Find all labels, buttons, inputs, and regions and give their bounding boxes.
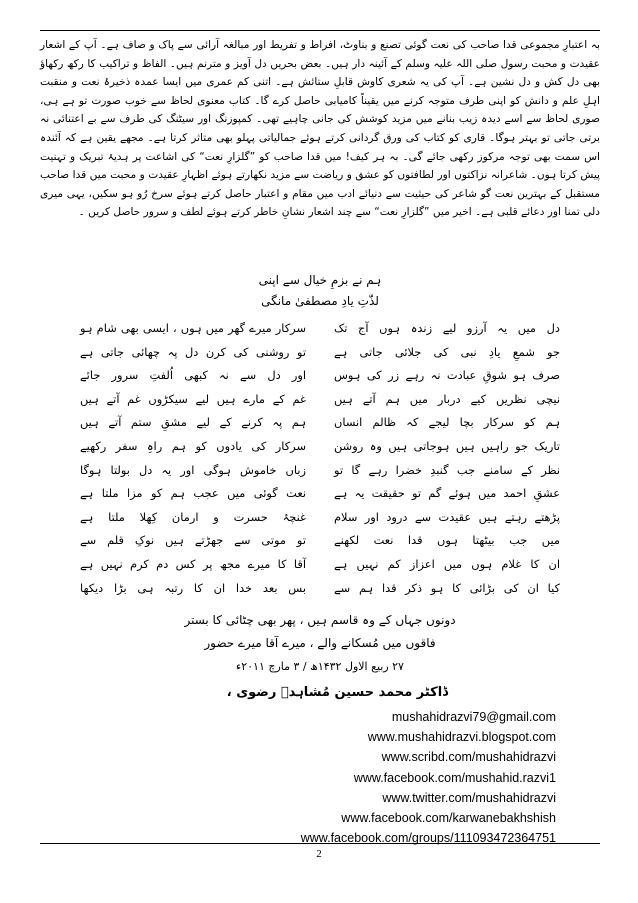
couplet-second-hemistich: زباں خاموش ہوگی اور یہ دل بولتا ہوگا: [80, 462, 306, 477]
bottom-divider: [40, 843, 600, 844]
couplet-second-hemistich: غم کے مارے ہیں لیے سیکڑوں غم آتے ہیں: [80, 391, 306, 406]
contact-facebook-group-link[interactable]: www.facebook.com/groups/111093472364751: [300, 831, 556, 846]
couplet-first-hemistich: میں جب بیٹھتا ہوں قدا نعت لکھنے: [334, 533, 560, 548]
couplet: [80, 460, 560, 484]
couplet-first-hemistich: نیچی نظریں کیے دربار میں ہم آتے ہیں: [334, 391, 560, 406]
couplet: [80, 507, 560, 531]
couplet: [80, 342, 560, 366]
top-divider: [40, 30, 600, 31]
contact-twitter-link[interactable]: www.twitter.com/mushahidrazvi: [382, 790, 556, 805]
couplet-second-hemistich: تو روشنی کی کرن دل پہ چھائی جاتی ہے: [80, 344, 306, 359]
couplet-second-hemistich: اور دل سے نہ کبھی اُلفتِ سرور جائے: [80, 368, 306, 383]
prose-block: [40, 36, 600, 222]
couplet: [80, 483, 560, 507]
couplet-second-hemistich: غنچۂ حسرت و ارمان کِھلا ملتا ہے: [80, 509, 306, 524]
contact-scribd-link[interactable]: www.scribd.com/mushahidrazvi: [381, 750, 556, 765]
couplet-second-hemistich: ہم پہ کرنے کے لیے مشقِ ستم آتے ہیں: [80, 415, 306, 430]
couplet: [80, 318, 560, 342]
author-name: ڈاکٹر محمد حسین مُشاہدؔ رضوی ،: [226, 685, 448, 700]
poem-opening-line-1: ہم نے بزمِ خیال سے اپنی: [258, 273, 382, 287]
couplet: [80, 389, 560, 413]
contact-facebook-page-link[interactable]: www.facebook.com/karwanebakhshish: [341, 811, 556, 826]
contact-list: [176, 707, 556, 848]
page-number: 2: [316, 848, 322, 860]
poem-date: ۲۷ ربیع الاول ۱۴۳۲ھ / ۳ مارچ ۲۰۱۱ء: [236, 660, 404, 673]
contact-facebook-link[interactable]: www.facebook.com/mushahid.razvi1: [353, 770, 556, 785]
poem-opening-line-2: لذّتِ یادِ مصطفیٰ مانگی: [261, 294, 379, 308]
couplet-second-hemistich: سرکار کی یادوں کو ہم راہِ سفر رکھیے: [80, 438, 306, 453]
couplet-second-hemistich: تو موتی سے جھڑتے ہیں نوکِ قلم سے: [80, 533, 306, 548]
couplet-first-hemistich: عشقِ احمد میں ہوئے گم تو حقیقت یہ ہے: [334, 486, 560, 501]
couplet-first-hemistich: پڑھتے رہتے ہیں عقیدت سے درود اور سلام: [334, 509, 560, 524]
couplet-first-hemistich: جو شمعِ یادِ نبی کی جلائی جاتی ہے: [334, 344, 560, 359]
couplet-first-hemistich: کیا ان کی بڑائی کا ہو ذکر قدا ہم سے: [334, 580, 560, 595]
couplet-first-hemistich: صرف ہو شوقِ عبادت نہ رہے زر کی ہوس: [334, 368, 560, 383]
couplet: [80, 412, 560, 436]
poem-closing-line-2: فاقوں میں مُسکانے والے ، میرے آقا میرے حضور: [204, 636, 436, 650]
poem-closing-line-1: دونوں جہاں کے وہ قاسم ہیں ، پھر بھی چٹائی کا بستر: [184, 613, 456, 627]
couplet: [80, 436, 560, 460]
couplet-second-hemistich: بس بعد خدا ان کا رتبہ ہی بڑا دیکھا: [80, 580, 306, 595]
couplet-second-hemistich: نعت گوئی میں عجب ہم کو مزا ملتا ہے: [80, 486, 306, 501]
couplet-second-hemistich: سرکار میرے گھر میں ہوں ، ایسی بھی شام ہو: [80, 321, 306, 335]
couplet: [80, 530, 560, 554]
contact-email[interactable]: mushahidrazvi79@gmail.com: [391, 710, 556, 724]
couplet-second-hemistich: آقا کا میرے مجھ پر کس دم کرم نہیں ہے: [80, 556, 306, 571]
couplet: [80, 365, 560, 389]
couplet-first-hemistich: نظر کے سامنے جب گنبدِ خضرا رہے گا تو: [334, 462, 560, 477]
poem-couplets: [80, 318, 560, 601]
contact-blog-link[interactable]: www.mushahidrazvi.blogspot.com: [367, 730, 556, 745]
couplet-first-hemistich: ہم کو سرکار بچا لیجے کہ ظالم انساں: [334, 415, 560, 430]
couplet-first-hemistich: دل میں یہ آرزو لیے زندہ ہوں آج تک: [334, 321, 560, 335]
prose-paragraph: بہ اعتبارِ مجموعی قدا صاحب کی نعت گوئی تصنع و بناوٹ، افراط و تفریط اور مبالغہ آرائی سے پاک و صاف ہے۔ آپ کے اشعار عقیدت و محبت رسول صلی اللہ علیہ وسلم کے آئینہ دار ہیں۔ بعض بحریں دل آویز و مترنم ہیں۔ الفاظ و تراکیب کا رکھ رکھاؤ بھی دل کش و دل نشین ہے۔ آپ کی یہ شعری کاوش قابلِ ستائش ہے۔ اتنی کم عمری میں ایسا عمدہ ذخیرۂ نعت و منقبت اہلِ علم و دانش کو اپنی طرف متوجہ کرنے میں یقیناً کامیابی حاصل کرے گا۔ کتاب معنوی لحاظ سے خوب صورت تو ہے ہی، صوری لحاظ سے اسے دیدہ زیب بنانے میں مزید کوشش کی جانی چاہیے تھی۔ کمپوزنگ اور سیٹنگ کی طرف سے بے اعتنائی نہ برتی جاتی تو بہتر ہوگا۔ قاری کو کتاب کی ورق گردانی کرتے ہوئے جمالیاتی پہلو بھی متاثر کرتا ہے۔ مجھے یقین ہے کہ آئندہ اس سمت بھی توجہ مرکوز رکھی جائے گی۔ بہ ہر کیف! میں قدا صاحب کو ”گلزارِ نعت“ کی اشاعت پر ہدیۂ تبریک و تہنیت پیش کرتا ہوں۔ شاعرانہ نزاکتوں اور لطافتوں کو عشق و ریاضت سے مزید نکھارتے ہوئے اظہارِ عقیدت و محبت میں قدا صاحب مستقبل کے بہترین نعت گو شاعر کی حیثیت سے دنیائے ادب میں مقام و اعتبار حاصل کرتے ہوئے سرخ رُو ہو سکیں، یہی میری دلی تمنا اور دعائے قلبی ہے۔ اخیر میں ”گلزارِ نعت“ سے چند اشعار نشانِ خاطر کرتے ہوئے لطف و سرور حاصل کریں ۔: [40, 39, 600, 219]
couplet-first-hemistich: ان کا غلام ہوں میں اعزاز کم نہیں ہے: [334, 556, 560, 571]
couplet: [80, 554, 560, 578]
couplet: [80, 578, 560, 602]
couplet-first-hemistich: تاریک جو راہیں ہیں ہوجاتی ہیں وہ روشن: [334, 438, 560, 453]
